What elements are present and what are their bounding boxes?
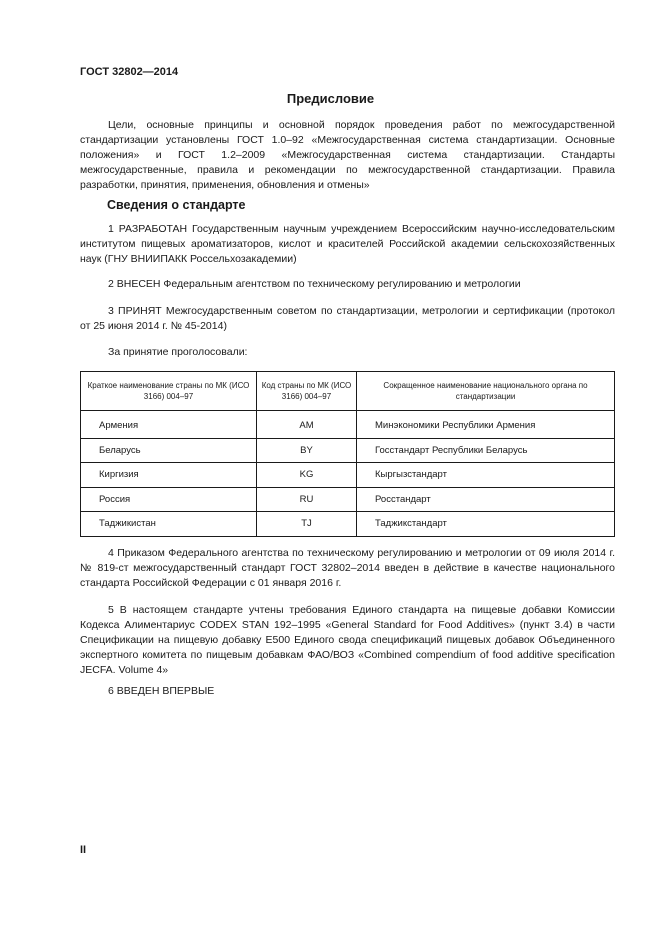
country-name: Таджикистан	[81, 512, 257, 537]
country-name: Армения	[81, 411, 257, 439]
voting-table	[80, 371, 615, 537]
country-code: BY	[257, 438, 357, 463]
country-code: RU	[257, 487, 357, 512]
item-developed: 1 РАЗРАБОТАН Государственным научным учреждением Всероссийским научно-исследовательским институтом пищевых ароматизаторов, кислот и красителей Российской академии сельскохозяйственных наук (ГНУ ВНИИПАКК Россельхозакадемии)	[80, 223, 615, 265]
item-introduced: 2 ВНЕСЕН Федеральным агентством по техническому регулированию и метрологии	[108, 278, 521, 290]
item-first: 6 ВВЕДЕН ВПЕРВЫЕ	[108, 685, 215, 697]
table-row	[81, 411, 615, 439]
page-title: Предисловие	[286, 91, 375, 106]
section-heading: Сведения о стандарте	[107, 198, 246, 212]
standards-body: Кыргызстандарт	[357, 463, 615, 488]
standards-body: Госстандарт Республики Беларусь	[357, 438, 615, 463]
table-row	[81, 512, 615, 537]
page-number: II	[80, 844, 87, 856]
table-header-row	[81, 372, 615, 411]
country-name: Россия	[81, 487, 257, 512]
standards-body: Росстандарт	[357, 487, 615, 512]
country-code: KG	[257, 463, 357, 488]
column-header-country: Краткое наименование страны по МК (ИСО 3166) 004–97	[81, 372, 257, 411]
table-row	[81, 438, 615, 463]
country-name: Киргизия	[81, 463, 257, 488]
item-order: 4 Приказом Федерального агентства по техническому регулированию и метрологии от 09 июля 2014 г. № 819-ст межгосударственный стандарт ГОСТ 32802–2014 введен в действие в качестве национального стандарта Российской Федерации с 01 января 2016 г.	[80, 547, 615, 589]
standards-body: Таджикстандарт	[357, 512, 615, 537]
table-row	[81, 463, 615, 488]
item-adopted: 3 ПРИНЯТ Межгосударственным советом по стандартизации, метрологии и сертификации (протокол от 25 июня 2014 г. № 45-2014)	[80, 305, 615, 332]
column-header-org: Сокращенное наименование национального органа по стандартизации	[357, 372, 615, 411]
table-row	[81, 487, 615, 512]
document-id: ГОСТ 32802—2014	[80, 66, 179, 78]
standards-body: Минэкономики Республики Армения	[357, 411, 615, 439]
country-name: Беларусь	[81, 438, 257, 463]
country-code: AM	[257, 411, 357, 439]
country-code: TJ	[257, 512, 357, 537]
column-header-code: Код страны по МК (ИСО 3166) 004–97	[257, 372, 357, 411]
voted-label: За принятие проголосовали:	[108, 346, 248, 358]
item-codex: 5 В настоящем стандарте учтены требования Единого стандарта на пищевые добавки Комиссии Кодекса Алиментариус CODEX STAN 192–1995 «General Standard for Food Additives» (пункт 3.4) в части Спецификации на пищевую добавку Е500 Единого свода спецификаций пищевых добавок Объединенного экспертного комитета по пищевым добавкам ФАО/ВОЗ «Combined compendium of food additive specification JECFA. Volume 4»	[80, 604, 615, 676]
intro-paragraph: Цели, основные принципы и основной порядок проведения работ по межгосударственной стандартизации установлены ГОСТ 1.0–92 «Межгосударственная система стандартизации. Основные положения» и ГОСТ 1.2–2009 «Межгосударственная система стандартизации. Стандарты межгосударственные, правила и рекомендации по межгосударственной стандартизации. Правила разработки, принятия, применения, обновления и отмены»	[80, 119, 615, 191]
